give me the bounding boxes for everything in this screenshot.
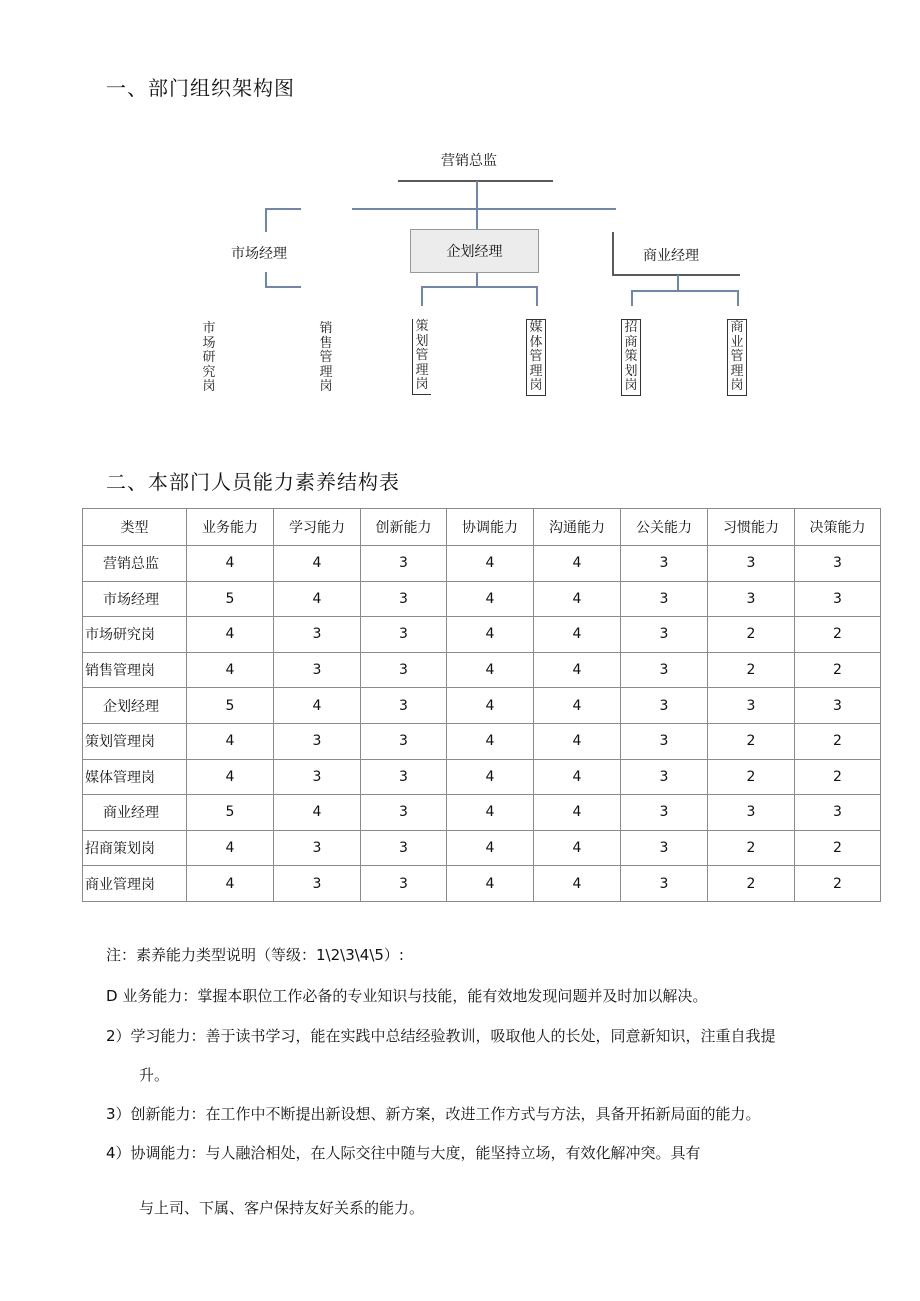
cell: 5: [187, 688, 274, 724]
cell: 3: [361, 617, 447, 653]
char: 策: [415, 319, 429, 334]
char: 场: [202, 335, 216, 351]
char: 管: [730, 349, 744, 364]
cell: 4: [534, 866, 621, 902]
note-item-3: 3）创新能力：在工作中不断提出新设想、新方案，改进工作方式与方法，具备开拓新局面的能力。: [106, 1105, 761, 1123]
cell: 4: [274, 688, 361, 724]
char: 理: [730, 363, 744, 379]
connector-line: [265, 208, 267, 232]
table-row: [83, 759, 881, 795]
org-post-planning-management: [412, 319, 431, 395]
cell: 4: [187, 723, 274, 759]
row-label: 商业经理: [83, 795, 187, 831]
table-row: [83, 688, 881, 724]
cell: 3: [361, 688, 447, 724]
cell: 3: [708, 581, 795, 617]
cell: 4: [534, 830, 621, 866]
row-label: 媒体管理岗: [83, 759, 187, 795]
note-item-2-cont: 升。: [139, 1066, 170, 1084]
cell: 4: [534, 688, 621, 724]
org-node-business-manager: 商业经理: [643, 248, 699, 264]
char: 划: [415, 333, 429, 349]
cell: 2: [795, 759, 881, 795]
char: 体: [529, 334, 543, 350]
cell: 3: [621, 866, 708, 902]
cell: 4: [274, 795, 361, 831]
char: 究: [202, 364, 216, 380]
cell: 4: [274, 546, 361, 582]
table-row: [83, 581, 881, 617]
row-label: 销售管理岗: [83, 652, 187, 688]
cell: 3: [795, 795, 881, 831]
char: 岗: [202, 379, 216, 394]
cell: 4: [534, 759, 621, 795]
org-node-market-manager: 市场经理: [231, 246, 287, 262]
note-item-4-cont: 与上司、下属、客户保持友好关系的能力。: [139, 1199, 425, 1217]
char: 理: [529, 363, 543, 379]
header-cell: 业务能力: [187, 509, 274, 546]
cell: 2: [795, 652, 881, 688]
char: 市: [202, 321, 216, 336]
row-label: 市场研究岗: [83, 617, 187, 653]
cell: 2: [795, 617, 881, 653]
table-row: [83, 546, 881, 582]
org-post-media-management: [526, 319, 546, 396]
char: 研: [202, 350, 216, 365]
connector-line: [421, 286, 538, 288]
cell: 4: [447, 759, 534, 795]
connector-line: [612, 232, 614, 276]
connector-line: [631, 290, 633, 306]
cell: 3: [361, 546, 447, 582]
notes-intro: 注：素养能力类型说明（等级：1\2\3\4\5）:: [106, 946, 404, 964]
org-node-label: 企划经理: [446, 244, 503, 260]
row-label: 招商策划岗: [83, 830, 187, 866]
cell: 4: [187, 866, 274, 902]
ability-table: [82, 508, 881, 902]
cell: 5: [187, 795, 274, 831]
header-cell: 类型: [83, 509, 187, 546]
cell: 4: [447, 830, 534, 866]
cell: 4: [447, 723, 534, 759]
cell: 3: [621, 688, 708, 724]
cell: 3: [274, 617, 361, 653]
cell: 4: [447, 795, 534, 831]
cell: 3: [274, 723, 361, 759]
cell: 2: [795, 723, 881, 759]
char: 岗: [319, 379, 333, 394]
connector-line: [421, 286, 423, 306]
section-title-ability-table: 二、本部门人员能力素养结构表: [106, 470, 400, 494]
cell: 4: [447, 581, 534, 617]
connector-line: [476, 181, 478, 230]
cell: 3: [361, 795, 447, 831]
cell: 4: [534, 652, 621, 688]
char: 岗: [415, 377, 429, 392]
cell: 2: [795, 866, 881, 902]
header-cell: 协调能力: [447, 509, 534, 546]
table-row: [83, 723, 881, 759]
cell: 4: [187, 546, 274, 582]
char: 理: [415, 362, 429, 378]
table-row: [83, 617, 881, 653]
cell: 3: [361, 759, 447, 795]
char: 理: [319, 364, 333, 380]
cell: 3: [621, 546, 708, 582]
table-row: [83, 652, 881, 688]
cell: 3: [274, 830, 361, 866]
cell: 3: [708, 795, 795, 831]
cell: 3: [621, 723, 708, 759]
note-item-1: D 业务能力：掌握本职位工作必备的专业知识与技能，能有效地发现问题并及时加以解决。: [106, 987, 708, 1005]
char: 商: [624, 334, 638, 350]
cell: 3: [708, 688, 795, 724]
cell: 4: [447, 688, 534, 724]
note-item-2: 2）学习能力：善于读书学习，能在实践中总结经验教训，吸取他人的长处，同意新知识，注重自我提: [106, 1027, 776, 1045]
cell: 2: [708, 652, 795, 688]
cell: 3: [361, 830, 447, 866]
row-label: 市场经理: [83, 581, 187, 617]
char: 售: [319, 335, 333, 351]
row-label: 企划经理: [83, 688, 187, 724]
cell: 4: [187, 759, 274, 795]
cell: 4: [534, 617, 621, 653]
cell: 2: [708, 723, 795, 759]
section-title-org-chart: 一、部门组织架构图: [106, 76, 295, 100]
cell: 3: [795, 546, 881, 582]
char: 管: [415, 348, 429, 363]
cell: 3: [621, 617, 708, 653]
cell: 3: [621, 795, 708, 831]
connector-line: [677, 275, 679, 291]
cell: 4: [447, 546, 534, 582]
org-node-planning-manager: [410, 229, 539, 273]
connector-line: [737, 290, 739, 306]
header-cell: 公关能力: [621, 509, 708, 546]
header-cell: 学习能力: [274, 509, 361, 546]
row-label: 策划管理岗: [83, 723, 187, 759]
cell: 4: [534, 581, 621, 617]
table-row: [83, 830, 881, 866]
connector-line: [476, 273, 478, 287]
cell: 3: [795, 688, 881, 724]
table-header-row: [83, 509, 881, 546]
cell: 2: [708, 866, 795, 902]
connector-line: [265, 208, 301, 210]
cell: 3: [621, 581, 708, 617]
cell: 3: [708, 546, 795, 582]
char: 策: [624, 349, 638, 364]
note-item-4: 4）协调能力：与人融洽相处，在人际交往中随与大度，能坚持立场，有效化解冲突。具有: [106, 1144, 701, 1162]
cell: 4: [187, 652, 274, 688]
connector-line: [265, 286, 301, 288]
header-cell: 习惯能力: [708, 509, 795, 546]
cell: 3: [274, 866, 361, 902]
char: 管: [529, 349, 543, 364]
header-cell: 沟通能力: [534, 509, 621, 546]
cell: 2: [708, 830, 795, 866]
cell: 3: [361, 581, 447, 617]
cell: 4: [187, 617, 274, 653]
cell: 3: [621, 652, 708, 688]
cell: 4: [447, 866, 534, 902]
header-cell: 决策能力: [795, 509, 881, 546]
cell: 3: [795, 581, 881, 617]
connector-line: [536, 286, 538, 306]
org-node-top: 营销总监: [441, 153, 497, 169]
char: 管: [319, 350, 333, 365]
cell: 2: [795, 830, 881, 866]
char: 商: [730, 320, 744, 335]
char: 岗: [730, 378, 744, 393]
cell: 4: [534, 795, 621, 831]
cell: 4: [187, 830, 274, 866]
table-row: [83, 866, 881, 902]
cell: 4: [447, 617, 534, 653]
char: 销: [319, 321, 333, 336]
connector-line: [352, 208, 616, 210]
cell: 4: [447, 652, 534, 688]
char: 划: [624, 363, 638, 379]
cell: 3: [274, 759, 361, 795]
cell: 4: [534, 723, 621, 759]
char: 业: [730, 334, 744, 350]
char: 岗: [529, 378, 543, 393]
table-row: [83, 795, 881, 831]
org-post-business-management: [727, 319, 747, 396]
cell: 3: [621, 830, 708, 866]
cell: 3: [274, 652, 361, 688]
char: 招: [624, 320, 638, 335]
row-label: 营销总监: [83, 546, 187, 582]
char: 岗: [624, 378, 638, 393]
row-label: 商业管理岗: [83, 866, 187, 902]
header-cell: 创新能力: [361, 509, 447, 546]
char: 媒: [529, 320, 543, 335]
connector-line: [612, 274, 740, 276]
cell: 4: [274, 581, 361, 617]
cell: 4: [534, 546, 621, 582]
connector-line: [631, 290, 739, 292]
org-post-sales-management: [318, 322, 334, 395]
cell: 3: [361, 652, 447, 688]
cell: 3: [361, 723, 447, 759]
cell: 2: [708, 617, 795, 653]
cell: 2: [708, 759, 795, 795]
cell: 3: [361, 866, 447, 902]
cell: 3: [621, 759, 708, 795]
cell: 5: [187, 581, 274, 617]
org-post-investment-planning: [621, 319, 641, 396]
org-post-market-research: [201, 322, 217, 395]
